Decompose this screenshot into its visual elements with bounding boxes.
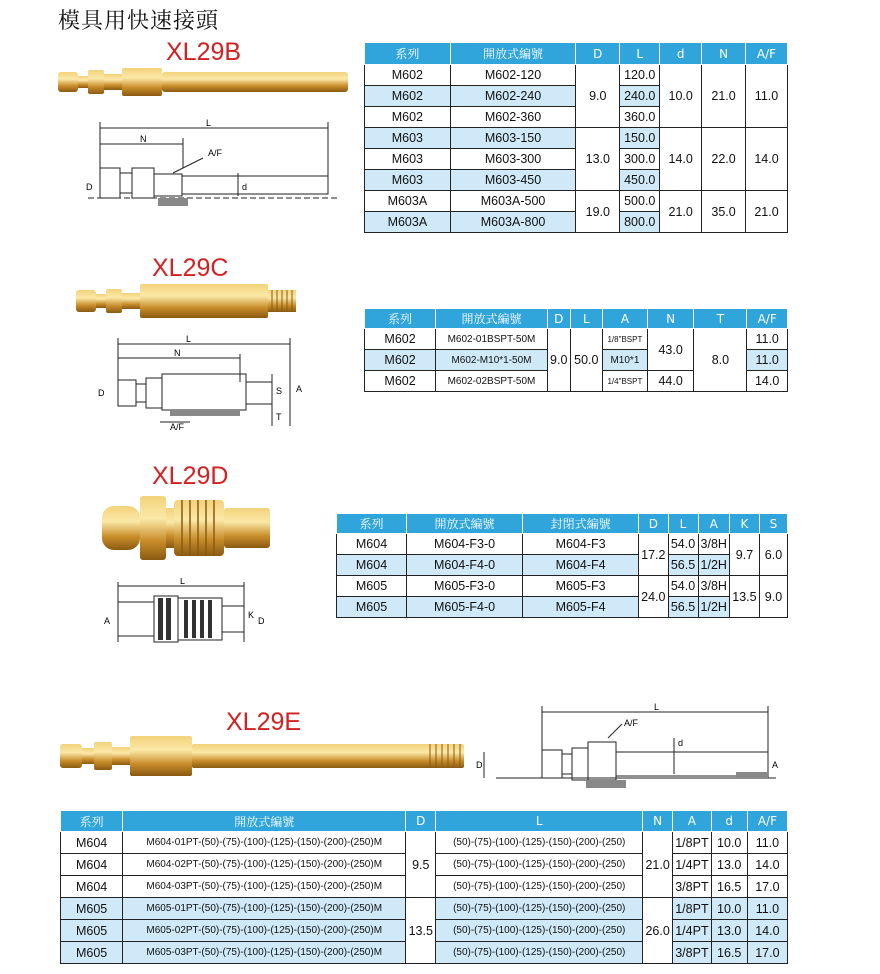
spec-table-xl29d bbox=[336, 513, 788, 618]
table-cell: M605-02PT-(50)-(75)-(100)-(125)-(150)-(200)-(250)M bbox=[123, 920, 406, 942]
dim-label-D: D bbox=[258, 616, 265, 626]
table-cell: 1/4PT bbox=[673, 920, 711, 942]
dim-label-D: D bbox=[98, 388, 105, 398]
table-cell: 3/8H bbox=[698, 534, 729, 555]
spec-table-xl29c bbox=[364, 308, 788, 392]
table-cell: 56.5 bbox=[668, 555, 698, 576]
table-cell: 9.0 bbox=[759, 576, 787, 618]
table-cell: 120.0 bbox=[620, 65, 660, 86]
table-cell: 14.0 bbox=[747, 371, 788, 392]
table-cell: (50)-(75)-(100)-(125)-(150)-(200)-(250) bbox=[436, 876, 643, 898]
table-cell: M603 bbox=[365, 149, 451, 170]
dim-label-D: D bbox=[86, 182, 93, 192]
header-cell: N bbox=[643, 811, 673, 832]
table-cell: M602 bbox=[365, 107, 451, 128]
table-cell: M605 bbox=[61, 942, 123, 964]
table-cell: M605-01PT-(50)-(75)-(100)-(125)-(150)-(200)-(250)M bbox=[123, 898, 406, 920]
header-cell: A bbox=[698, 514, 729, 534]
header-cell: 系列 bbox=[337, 514, 407, 534]
table-row bbox=[337, 576, 788, 597]
table-cell: 22.0 bbox=[702, 128, 746, 191]
dim-label-T: T bbox=[276, 412, 282, 422]
table-cell: 13.5 bbox=[729, 576, 759, 618]
header-cell: D bbox=[547, 309, 570, 329]
table-cell: 1/2H bbox=[698, 597, 729, 618]
fitting-photo-xl29b bbox=[56, 62, 350, 106]
table-cell: M604 bbox=[61, 832, 123, 854]
table-cell: 54.0 bbox=[668, 576, 698, 597]
header-cell: S bbox=[759, 514, 787, 534]
dim-label-L: L bbox=[180, 578, 186, 586]
table-cell: 17.0 bbox=[747, 876, 787, 898]
table-cell: 21.0 bbox=[643, 832, 673, 898]
table-cell: 11.0 bbox=[747, 350, 788, 371]
table-cell: M602 bbox=[365, 350, 436, 371]
table-cell: M603-450 bbox=[450, 170, 576, 191]
table-cell: 14.0 bbox=[747, 920, 787, 942]
table-cell: 35.0 bbox=[702, 191, 746, 233]
dim-label-A: A bbox=[772, 760, 779, 770]
dim-label-N: N bbox=[174, 348, 181, 358]
table-cell: 9.0 bbox=[576, 65, 620, 128]
table-cell: M602-01BSPT-50M bbox=[436, 329, 548, 350]
drawing-xl29b bbox=[78, 118, 340, 218]
table-cell: M602 bbox=[365, 86, 451, 107]
table-cell: 17.2 bbox=[639, 534, 668, 576]
table-cell: M605 bbox=[61, 898, 123, 920]
table-cell: M604-02PT-(50)-(75)-(100)-(125)-(150)-(200)-(250)M bbox=[123, 854, 406, 876]
table-cell: 21.0 bbox=[746, 191, 788, 233]
table-cell: 54.0 bbox=[668, 534, 698, 555]
header-cell: D bbox=[406, 811, 436, 832]
table-cell: 1/8"BSPT bbox=[603, 329, 648, 350]
table-cell: M605-F4-0 bbox=[407, 597, 523, 618]
table-cell: 9.0 bbox=[547, 329, 570, 392]
table-cell: 800.0 bbox=[620, 212, 660, 233]
table-cell: 1/8PT bbox=[673, 898, 711, 920]
table-cell: 14.0 bbox=[747, 854, 787, 876]
table-cell: M605-F3-0 bbox=[407, 576, 523, 597]
table-row bbox=[337, 597, 788, 618]
table-cell: M603A-800 bbox=[450, 212, 576, 233]
table-cell: 44.0 bbox=[647, 371, 694, 392]
dim-label-d: d bbox=[242, 182, 248, 192]
header-cell: 開放式編號 bbox=[436, 309, 548, 329]
header-cell: 系列 bbox=[61, 811, 123, 832]
table-row bbox=[337, 555, 788, 576]
table-row bbox=[365, 128, 788, 149]
table-cell: M604 bbox=[61, 854, 123, 876]
model-title-xl29c: XL29C bbox=[152, 254, 229, 282]
header-cell: d bbox=[660, 43, 702, 65]
table-cell: 9.7 bbox=[729, 534, 759, 576]
table-cell: M603 bbox=[365, 128, 451, 149]
table-cell: 1/4PT bbox=[673, 854, 711, 876]
table-cell: (50)-(75)-(100)-(125)-(150)-(200)-(250) bbox=[436, 832, 643, 854]
header-cell: 開放式編號 bbox=[123, 811, 406, 832]
table-row bbox=[61, 811, 788, 832]
dim-label-AF: A/F bbox=[208, 148, 223, 158]
dim-label-K: K bbox=[248, 610, 255, 620]
header-cell: A/F bbox=[746, 43, 788, 65]
header-cell: N bbox=[647, 309, 694, 329]
table-cell: 300.0 bbox=[620, 149, 660, 170]
table-cell: 9.5 bbox=[406, 832, 436, 898]
table-cell: 26.0 bbox=[643, 898, 673, 964]
table-cell: 14.0 bbox=[660, 128, 702, 191]
dim-label-S: S bbox=[276, 386, 283, 396]
table-cell: 10.0 bbox=[711, 832, 747, 854]
header-cell: A bbox=[603, 309, 648, 329]
spec-table-xl29e bbox=[60, 810, 788, 964]
table-cell: M603-300 bbox=[450, 149, 576, 170]
table-cell: M604-F4 bbox=[523, 555, 639, 576]
table-cell: M603 bbox=[365, 170, 451, 191]
table-cell: 19.0 bbox=[576, 191, 620, 233]
table-cell: 450.0 bbox=[620, 170, 660, 191]
table-row bbox=[365, 43, 788, 65]
table-row bbox=[337, 514, 788, 534]
table-cell: M602 bbox=[365, 329, 436, 350]
table-cell: 21.0 bbox=[660, 191, 702, 233]
table-cell: 11.0 bbox=[746, 65, 788, 128]
table-cell: M603-150 bbox=[450, 128, 576, 149]
table-cell: 3/8H bbox=[698, 576, 729, 597]
table-cell: M604-01PT-(50)-(75)-(100)-(125)-(150)-(200)-(250)M bbox=[123, 832, 406, 854]
table-cell: M605-03PT-(50)-(75)-(100)-(125)-(150)-(200)-(250)M bbox=[123, 942, 406, 964]
table-cell: 14.0 bbox=[746, 128, 788, 191]
header-cell: A/F bbox=[747, 309, 788, 329]
table-cell: M604-F3-0 bbox=[407, 534, 523, 555]
table-cell: M605 bbox=[61, 920, 123, 942]
table-cell: M602-02BSPT-50M bbox=[436, 371, 548, 392]
table-cell: M602-360 bbox=[450, 107, 576, 128]
table-row bbox=[365, 191, 788, 212]
model-title-xl29e: XL29E bbox=[226, 708, 302, 736]
table-cell: 24.0 bbox=[639, 576, 668, 618]
header-cell: 開放式編號 bbox=[407, 514, 523, 534]
table-cell: 13.0 bbox=[711, 854, 747, 876]
table-cell: 56.5 bbox=[668, 597, 698, 618]
table-cell: M605-F3 bbox=[523, 576, 639, 597]
drawing-xl29d bbox=[96, 578, 272, 648]
table-cell: M604 bbox=[61, 876, 123, 898]
drawing-xl29e bbox=[476, 698, 780, 790]
table-cell: 3/8PT bbox=[673, 876, 711, 898]
dim-label-L: L bbox=[186, 334, 192, 344]
table-cell: 500.0 bbox=[620, 191, 660, 212]
table-cell: 10.0 bbox=[660, 65, 702, 128]
table-cell: 8.0 bbox=[694, 329, 747, 392]
dim-label-AF: A/F bbox=[170, 422, 185, 432]
table-cell: (50)-(75)-(100)-(125)-(150)-(200)-(250) bbox=[436, 898, 643, 920]
table-cell: M602-M10*1-50M bbox=[436, 350, 548, 371]
table-cell: M604 bbox=[337, 534, 407, 555]
page-title: 模具用快速接頭 bbox=[58, 9, 220, 34]
table-cell: 1/2H bbox=[698, 555, 729, 576]
table-cell: 13.0 bbox=[711, 920, 747, 942]
header-cell: L bbox=[436, 811, 643, 832]
table-cell: 1/8PT bbox=[673, 832, 711, 854]
dim-label-D: D bbox=[476, 760, 483, 770]
header-cell: L bbox=[620, 43, 660, 65]
dim-label-L: L bbox=[206, 118, 212, 128]
header-cell: L bbox=[570, 309, 603, 329]
table-cell: 16.5 bbox=[711, 876, 747, 898]
table-row bbox=[337, 534, 788, 555]
header-cell: D bbox=[576, 43, 620, 65]
fitting-photo-xl29e bbox=[58, 732, 466, 782]
table-cell: M603A bbox=[365, 212, 451, 233]
dim-label-A: A bbox=[296, 384, 303, 394]
table-row bbox=[61, 898, 788, 920]
table-cell: 1/4"BSPT bbox=[603, 371, 648, 392]
header-cell: A bbox=[673, 811, 711, 832]
table-cell: M604-F3 bbox=[523, 534, 639, 555]
table-cell: 11.0 bbox=[747, 329, 788, 350]
table-cell: M604-F4-0 bbox=[407, 555, 523, 576]
header-cell: 系列 bbox=[365, 43, 451, 65]
table-cell: 360.0 bbox=[620, 107, 660, 128]
table-cell: 6.0 bbox=[759, 534, 787, 576]
table-row bbox=[61, 832, 788, 854]
table-cell: M603A bbox=[365, 191, 451, 212]
fitting-photo-xl29d bbox=[100, 488, 272, 568]
header-cell: K bbox=[729, 514, 759, 534]
table-cell: 13.5 bbox=[406, 898, 436, 964]
fitting-photo-xl29c bbox=[74, 280, 298, 324]
table-cell: 50.0 bbox=[570, 329, 603, 392]
table-cell: M604 bbox=[337, 555, 407, 576]
dim-label-d: d bbox=[678, 738, 684, 748]
header-cell: L bbox=[668, 514, 698, 534]
header-cell: 封閉式編號 bbox=[523, 514, 639, 534]
table-cell: M605-F4 bbox=[523, 597, 639, 618]
table-cell: 240.0 bbox=[620, 86, 660, 107]
model-title-xl29b: XL29B bbox=[166, 38, 242, 66]
table-cell: (50)-(75)-(100)-(125)-(150)-(200)-(250) bbox=[436, 854, 643, 876]
table-cell: 10.0 bbox=[711, 898, 747, 920]
table-cell: 11.0 bbox=[747, 898, 787, 920]
table-row bbox=[365, 309, 788, 329]
table-cell: 3/8PT bbox=[673, 942, 711, 964]
header-cell: A/F bbox=[747, 811, 787, 832]
table-cell: 16.5 bbox=[711, 942, 747, 964]
dim-label-A: A bbox=[104, 616, 111, 626]
header-cell: d bbox=[711, 811, 747, 832]
table-cell: 17.0 bbox=[747, 942, 787, 964]
header-cell: N bbox=[702, 43, 746, 65]
model-title-xl29d: XL29D bbox=[152, 462, 229, 490]
dim-label-L: L bbox=[654, 702, 660, 712]
table-cell: M604-03PT-(50)-(75)-(100)-(125)-(150)-(200)-(250)M bbox=[123, 876, 406, 898]
drawing-xl29c bbox=[90, 334, 310, 434]
table-cell: M602 bbox=[365, 371, 436, 392]
header-cell: 開放式編號 bbox=[450, 43, 576, 65]
table-cell: M602-240 bbox=[450, 86, 576, 107]
table-cell: 11.0 bbox=[747, 832, 787, 854]
table-cell: M10*1 bbox=[603, 350, 648, 371]
header-cell: D bbox=[639, 514, 668, 534]
table-row bbox=[365, 329, 788, 350]
table-cell: (50)-(75)-(100)-(125)-(150)-(200)-(250) bbox=[436, 942, 643, 964]
table-cell: M603A-500 bbox=[450, 191, 576, 212]
table-cell: M602-120 bbox=[450, 65, 576, 86]
table-cell: M605 bbox=[337, 576, 407, 597]
dim-label-AF: A/F bbox=[624, 718, 639, 728]
spec-table-xl29b bbox=[364, 42, 788, 233]
table-cell: M605 bbox=[337, 597, 407, 618]
table-cell: 21.0 bbox=[702, 65, 746, 128]
dim-label-N: N bbox=[140, 134, 147, 144]
table-cell: 13.0 bbox=[576, 128, 620, 191]
table-row bbox=[365, 65, 788, 86]
table-cell: 43.0 bbox=[647, 329, 694, 371]
header-cell: 系列 bbox=[365, 309, 436, 329]
header-cell: T bbox=[694, 309, 747, 329]
table-cell: M602 bbox=[365, 65, 451, 86]
table-cell: (50)-(75)-(100)-(125)-(150)-(200)-(250) bbox=[436, 920, 643, 942]
table-cell: 150.0 bbox=[620, 128, 660, 149]
